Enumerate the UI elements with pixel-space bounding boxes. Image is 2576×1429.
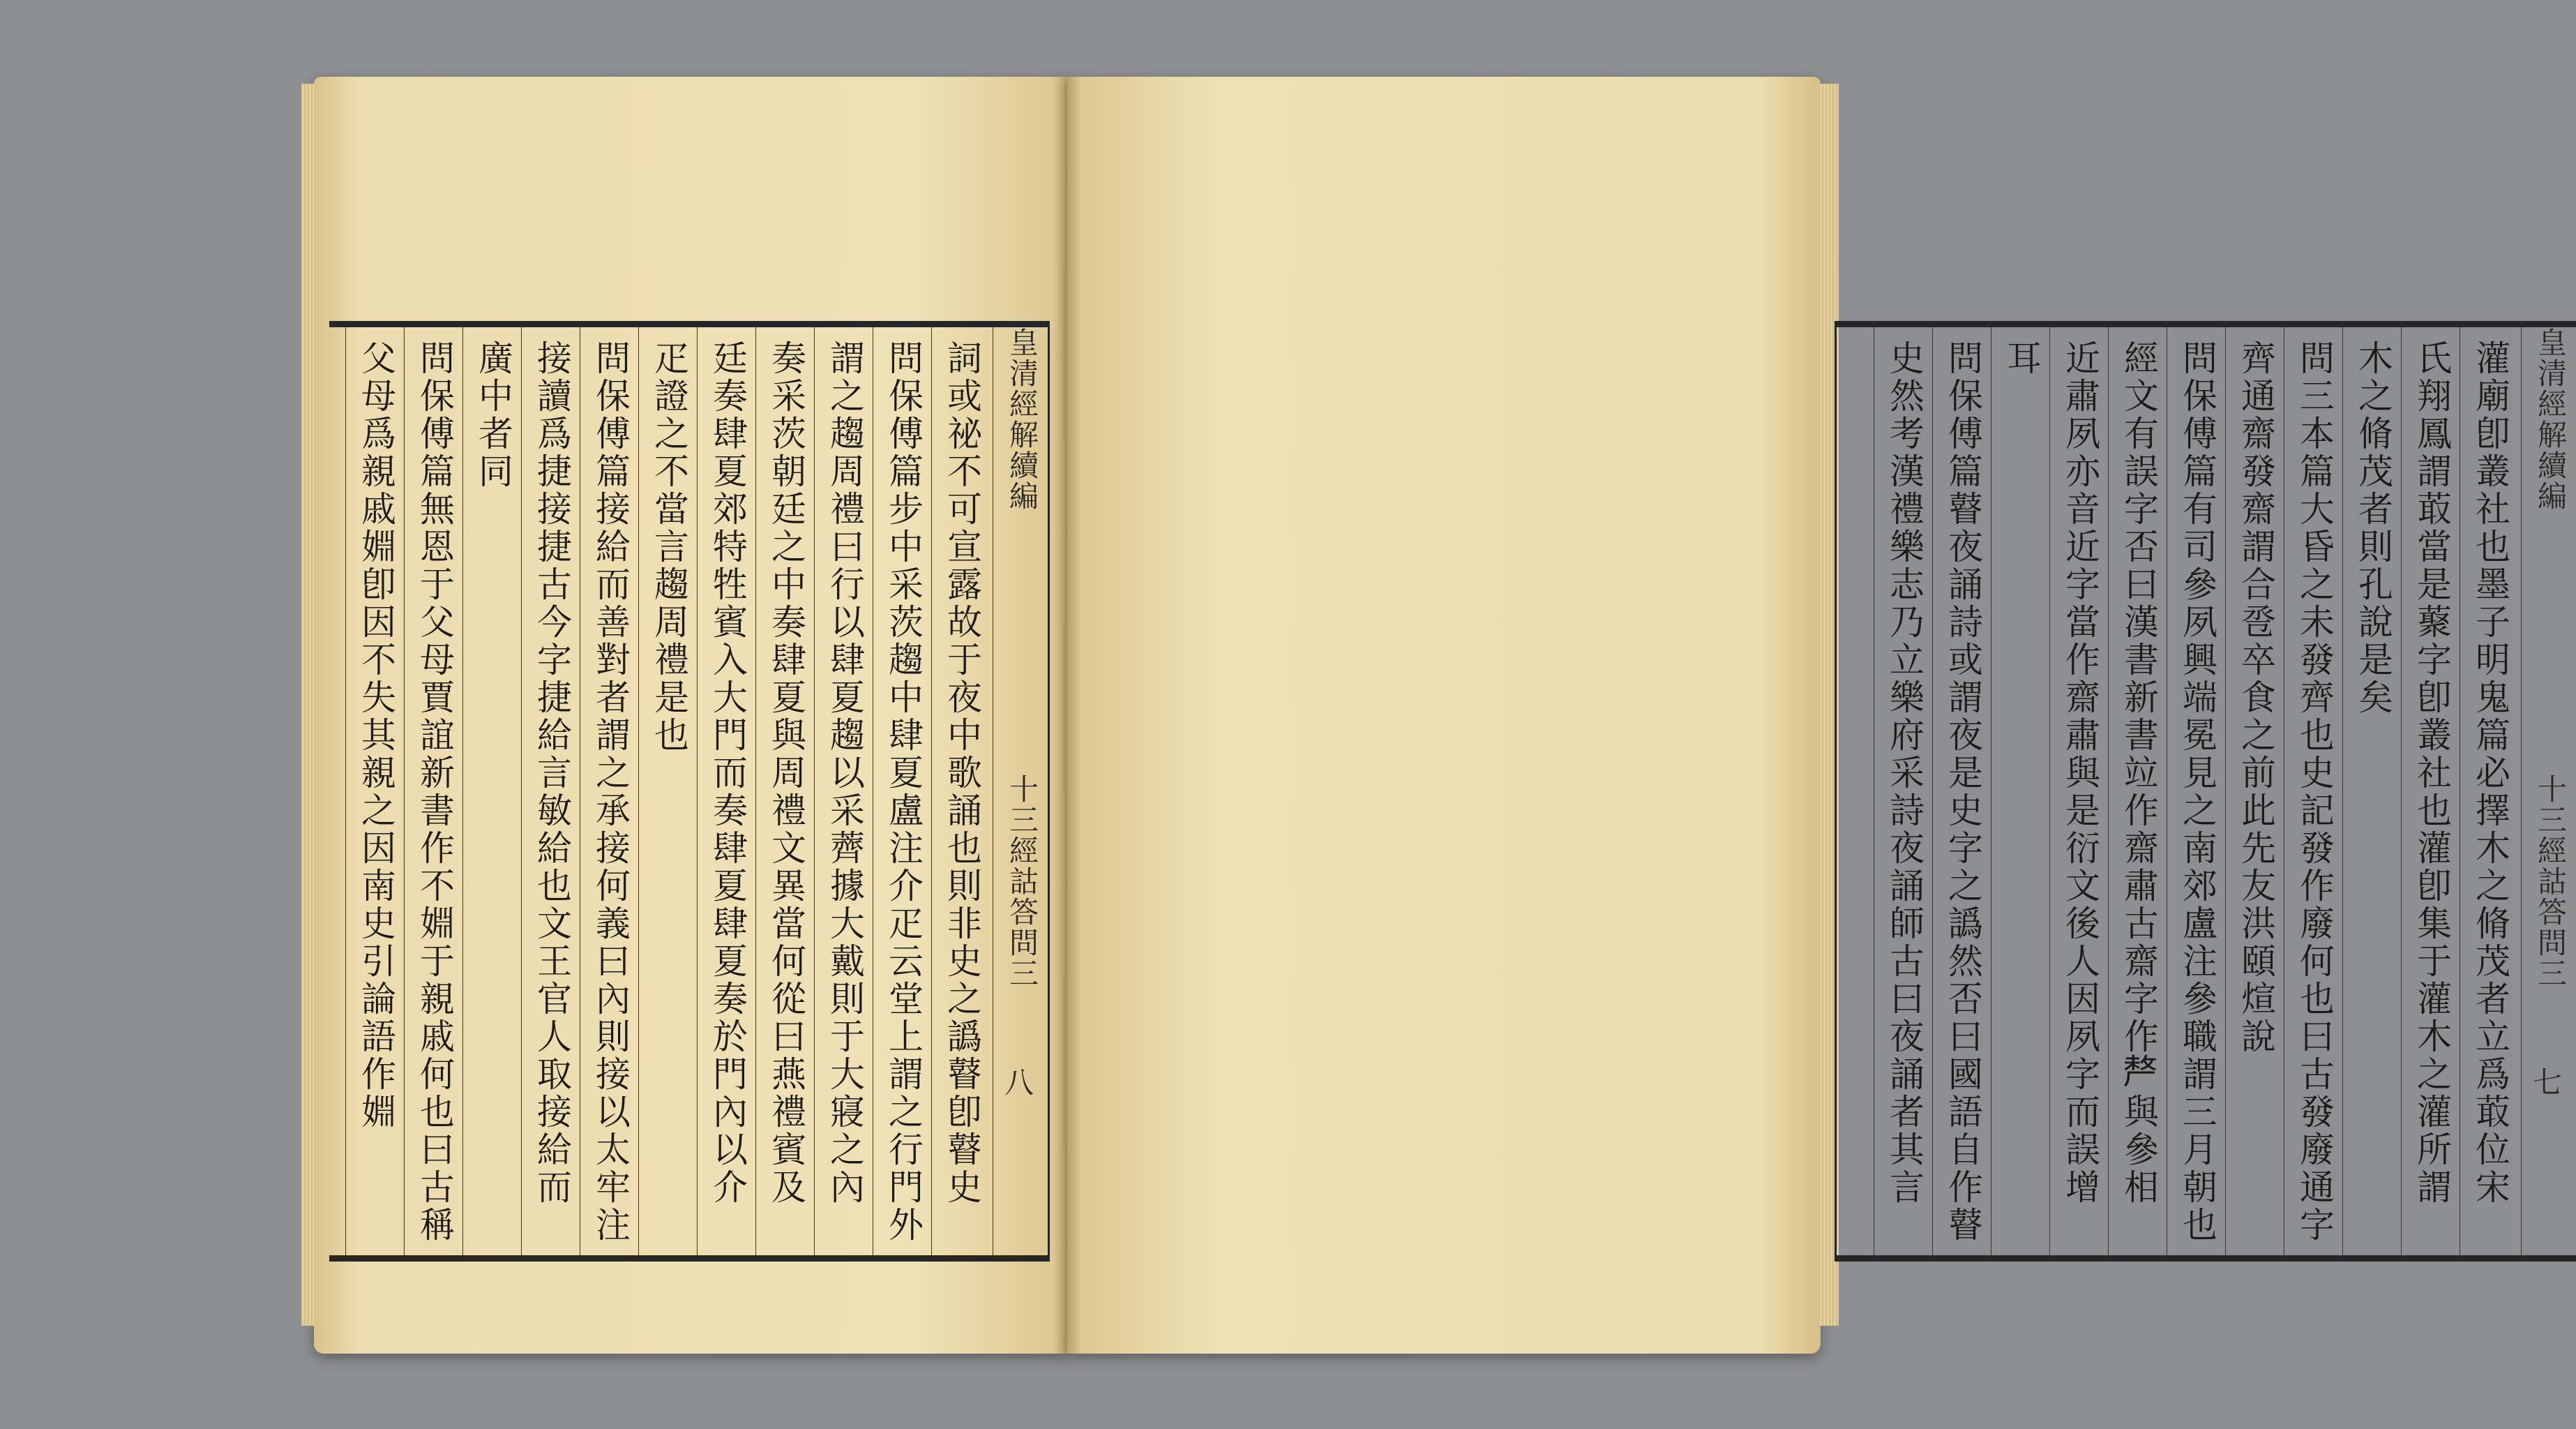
text-column: 問保傅篇瞽夜誦詩或謂夜是史字之譌然否曰國語自作瞽 [1943, 340, 1983, 1244]
text-column: 父母爲親戚婣卽因不失其親之因南史引論語作婣 [356, 340, 396, 1131]
column-rule [755, 327, 756, 1255]
open-book [314, 77, 2568, 1354]
text-column: 史然考漢禮樂志乃立樂府采詩夜誦師古曰夜誦者其言 [1884, 340, 1925, 1206]
column-rule [814, 327, 815, 1255]
column-rule [638, 327, 639, 1255]
text-column: 接讀爲捷接捷古今字捷給言敏給也文王官人取接給而 [532, 340, 572, 1206]
text-column: 疋證之不當言趨周禮是也 [649, 340, 689, 754]
right-margin-title: 皇清經解續編 [2533, 327, 2568, 511]
left-page-edges [301, 84, 315, 1326]
right-page [1067, 77, 2568, 1354]
right-text-frame [1835, 321, 2576, 1262]
column-rule [521, 327, 522, 1255]
text-column: 問保傅篇無恩于父母賈誼新書作不婣于親戚何也曰古稱 [414, 340, 455, 1244]
text-column: 木之脩茂者則孔說是矣 [2353, 340, 2393, 717]
text-column: 齊通齋發齋謂合卺卒食之前此先友洪頤煊說 [2236, 340, 2276, 1056]
column-rule [931, 327, 932, 1255]
column-rule [2049, 327, 2050, 1255]
column-rule [462, 327, 463, 1255]
text-column: 灌廟卽叢社也墨子明鬼篇必擇木之脩茂者立爲菆位宋 [2470, 340, 2510, 1206]
text-column: 詞或祕不可宣露故于夜中歌誦也則非史之譌瞽卽瞽史 [942, 340, 982, 1206]
book-gutter [1053, 77, 1081, 1354]
column-rule [2225, 327, 2226, 1255]
column-rule [2108, 327, 2109, 1255]
column-rule [2521, 327, 2522, 1255]
column-rule [2342, 327, 2343, 1255]
text-column: 謂之趨周禮曰行以肆夏趨以采薺據大戴則于大寢之內 [824, 340, 865, 1206]
right-margin-subtitle: 十三經詁答問三 [2533, 774, 2568, 989]
column-rule [345, 327, 346, 1255]
left-page [314, 77, 1067, 1354]
column-rule [697, 327, 698, 1255]
text-column: 耳 [2001, 340, 2042, 377]
right-folio-number: 七 [2529, 1067, 2563, 1096]
left-margin-title: 皇清經解續編 [1005, 327, 1039, 511]
column-rule [1932, 327, 1933, 1255]
column-rule [2401, 327, 2402, 1255]
left-folio-number: 八 [1000, 1067, 1034, 1096]
text-column: 氏翔鳳謂菆當是藂字卽叢社也灌卽集于灌木之灌所謂 [2411, 340, 2452, 1206]
text-column: 問保傅篇有司參夙興端冕見之南郊盧注參職謂三月朝也 [2177, 340, 2217, 1244]
text-column: 問保傅篇接給而善對者謂之承接何義曰內則接以太牢注 [590, 340, 631, 1244]
text-column: 廷奏肆夏郊特牲賓入大門而奏肆夏肆夏奏於門內以介 [707, 340, 748, 1206]
text-column: 廣中者同 [473, 340, 513, 491]
text-column: 問保傅篇步中采茨趨中肆夏盧注介疋云堂上謂之行門外 [883, 340, 924, 1244]
text-column: 問三本篇大昏之未發齊也史記發作廢何也曰古發廢通字 [2294, 340, 2335, 1244]
text-column: 奏采茨朝廷之中奏肆夏與周禮文異當何從曰燕禮賓及 [766, 340, 806, 1206]
text-column: 經文有誤字否曰漢書新書竝作齋肅古齋字作𠩺與參相 [2118, 340, 2159, 1206]
text-column: 近肅夙亦音近字當作齋肅與是衍文後人因夙字而誤增 [2060, 340, 2100, 1206]
left-margin-subtitle: 十三經詁答問三 [1005, 774, 1039, 989]
column-rule [404, 327, 405, 1255]
left-text-frame [329, 321, 1050, 1262]
